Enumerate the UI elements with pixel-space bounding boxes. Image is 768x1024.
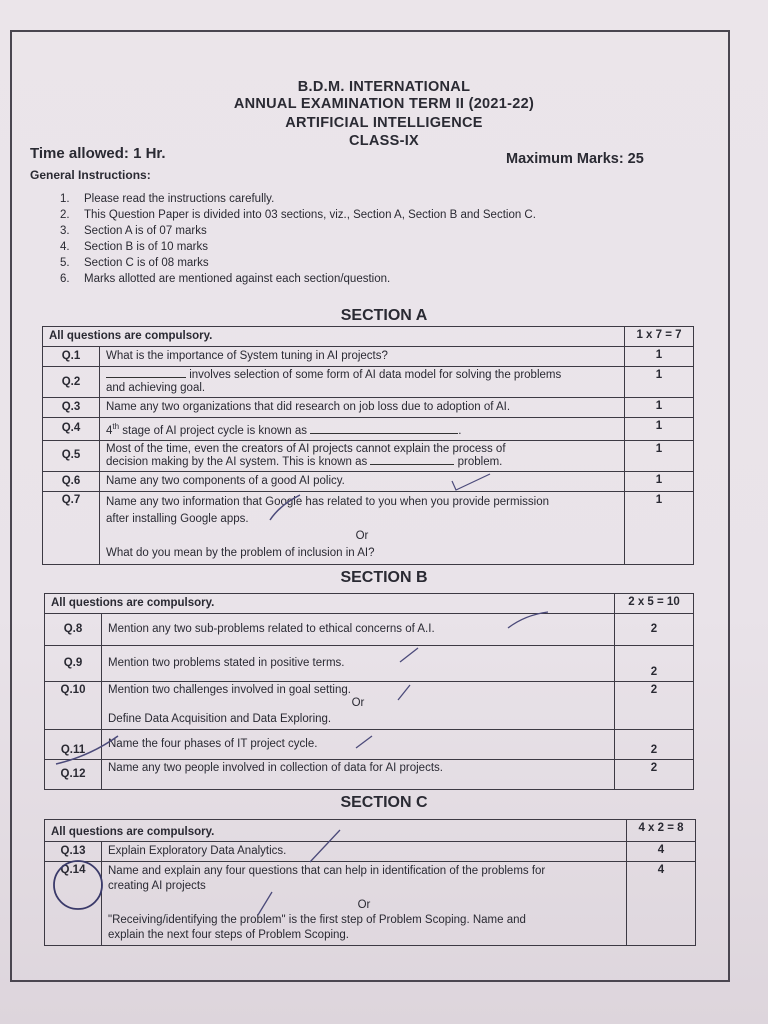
compulsory-note: All questions are compulsory. xyxy=(45,820,627,842)
class-title: CLASS-IX xyxy=(348,133,420,149)
pen-tick-mark xyxy=(508,612,548,628)
question-number: Q.1 xyxy=(43,347,100,367)
question-text: What is the importance of System tuning in AI projects? xyxy=(100,347,625,367)
question-number: Q.6 xyxy=(43,471,100,491)
question-number: Q.14 xyxy=(45,862,102,946)
question-text: Mention any two sub-problems related to ethical concerns of A.I. xyxy=(102,614,615,646)
question-text: Name any two information that Google has related to you when you provide permission after installing Google apps. Or What do you mean by the problem of inclusion in AI? xyxy=(100,491,625,564)
question-text: Name any two people involved in collection of data for AI projects. xyxy=(102,760,615,790)
question-marks: 1 xyxy=(625,398,694,418)
question-text: Explain Exploratory Data Analytics. xyxy=(102,842,627,862)
question-text: Mention two challenges involved in goal setting. Or Define Data Acquisition and Data Exploring. xyxy=(102,682,615,730)
question-number: Q.2 xyxy=(43,367,100,398)
instruction-item: 1. Please read the instructions carefully. xyxy=(60,193,275,205)
maximum-marks: Maximum Marks: 25 xyxy=(506,151,644,167)
general-instructions-heading: General Instructions: xyxy=(30,168,151,182)
question-number: Q.9 xyxy=(45,646,102,682)
question-number: Q.13 xyxy=(45,842,102,862)
instruction-item: 6. Marks allotted are mentioned against each section/question. xyxy=(60,273,391,285)
question-number: Q.10 xyxy=(45,682,102,730)
instruction-item: 5. Section C is of 08 marks xyxy=(60,257,209,269)
section-marks: 2 x 5 = 10 xyxy=(615,594,694,614)
question-text: involves selection of some form of AI data model for solving the problems and achieving goal. xyxy=(100,367,625,398)
question-marks: 2 xyxy=(615,682,694,730)
question-text: Name and explain any four questions that can help in identification of the problems for creating AI projects Or "Receiving/identifying the problem" is the first step of Problem Scoping. Name and explain the next four steps of Problem Scoping. xyxy=(102,862,627,946)
question-number: Q.4 xyxy=(43,418,100,441)
question-marks: 2 xyxy=(615,614,694,646)
question-text: Name the four phases of IT project cycle. xyxy=(102,730,615,760)
question-text: Name any two organizations that did research on job loss due to adoption of AI. xyxy=(100,398,625,418)
question-marks: 4 xyxy=(627,842,696,862)
question-number: Q.5 xyxy=(43,440,100,471)
pen-tick-mark xyxy=(400,648,418,662)
question-number: Q.8 xyxy=(45,614,102,646)
section-marks: 1 x 7 = 7 xyxy=(625,327,694,347)
pen-tick-mark xyxy=(310,830,340,862)
instruction-item: 4. Section B is of 10 marks xyxy=(60,241,208,253)
exam-title: ANNUAL EXAMINATION TERM II (2021-22) xyxy=(233,96,535,112)
pen-tick-mark xyxy=(270,495,300,520)
pen-tick-mark xyxy=(56,736,118,764)
question-number: Q.7 xyxy=(43,491,100,564)
question-marks: 1 xyxy=(625,418,694,441)
pen-tick-mark xyxy=(258,892,272,915)
time-allowed: Time allowed: 1 Hr. xyxy=(30,145,166,162)
question-marks: 1 xyxy=(625,440,694,471)
pen-tick-mark xyxy=(452,474,490,490)
question-marks: 2 xyxy=(615,646,694,682)
section-a-title: SECTION A xyxy=(340,307,428,324)
question-number: Q.3 xyxy=(43,398,100,418)
question-marks: 1 xyxy=(625,491,694,564)
subject-title: ARTIFICIAL INTELLIGENCE xyxy=(285,115,483,131)
instruction-item: 3. Section A is of 07 marks xyxy=(60,225,207,237)
school-name: B.D.M. INTERNATIONAL xyxy=(297,79,471,95)
question-marks: 2 xyxy=(615,730,694,760)
question-marks: 4 xyxy=(627,862,696,946)
pen-tick-mark xyxy=(356,736,372,748)
instruction-item: 2. This Question Paper is divided into 03 sections, viz., Section A, Section B and Section C. xyxy=(60,209,536,221)
question-number: Q.11 xyxy=(45,730,102,760)
section-marks: 4 x 2 = 8 xyxy=(627,820,696,842)
question-text: 4th stage of AI project cycle is known as . xyxy=(100,418,625,441)
question-marks: 1 xyxy=(625,367,694,398)
section-b-title: SECTION B xyxy=(340,569,428,586)
question-marks: 1 xyxy=(625,471,694,491)
question-text: Most of the time, even the creators of AI projects cannot explain the process of decision making by the AI system. This is known as problem. xyxy=(100,440,625,471)
question-number: Q.12 xyxy=(45,760,102,790)
question-text: Mention two problems stated in positive terms. xyxy=(102,646,615,682)
pen-circle-mark xyxy=(54,861,102,909)
compulsory-note: All questions are compulsory. xyxy=(43,327,625,347)
question-marks: 2 xyxy=(615,760,694,790)
compulsory-note: All questions are compulsory. xyxy=(45,594,615,614)
question-text: Name any two components of a good AI policy. xyxy=(100,471,625,491)
pen-tick-mark xyxy=(398,685,410,700)
question-marks: 1 xyxy=(625,347,694,367)
section-c-title: SECTION C xyxy=(340,794,428,811)
